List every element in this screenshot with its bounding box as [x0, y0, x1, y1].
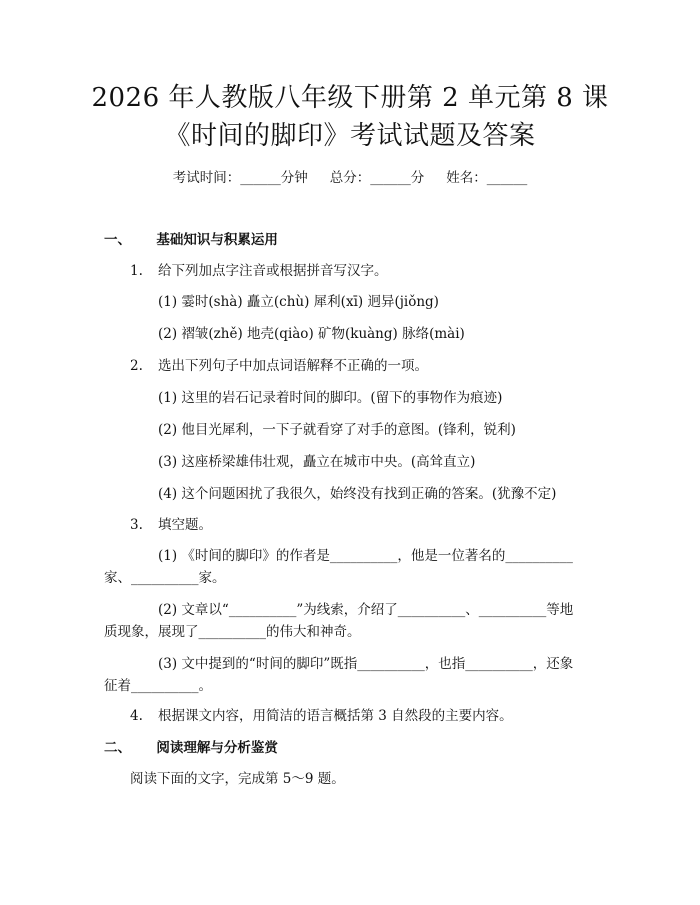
question-text: 根据课文内容，用简洁的语言概括第 3 自然段的主要内容。 [158, 708, 513, 724]
section1-heading [104, 230, 278, 250]
question-number: 1. [130, 263, 143, 279]
section2-intro: 阅读下面的文字，完成第 5～9 题。 [130, 771, 345, 787]
question-1 [130, 261, 388, 281]
section1-title: 基础知识与积累运用 [156, 232, 278, 248]
question-2-item-2: (2) 他目光犀利，一下子就看穿了对手的意图。(锋利，锐利) [158, 422, 516, 438]
question-number: 2. [130, 358, 143, 374]
section1-number: 一、 [104, 232, 131, 248]
exam-time-field: 考试时间：______分钟 [172, 170, 308, 186]
student-name-field: 姓名：______ [446, 170, 528, 186]
question-3-item-1-line1: (1) 《时间的脚印》的作者是__________，他是一位著名的__________ [158, 548, 573, 564]
page-title-line1: 2026 年人教版八年级下册第 2 单元第 8 课 [91, 83, 609, 113]
page-title-line2: 《时间的脚印》考试试题及答案 [164, 121, 536, 151]
question-2-item-4: (4) 这个问题困扰了我很久，始终没有找到正确的答案。(犹豫不定) [158, 486, 557, 502]
question-text: 填空题。 [158, 517, 212, 533]
total-score-field: 总分：______分 [329, 170, 425, 186]
section2-number: 二、 [104, 740, 131, 756]
question-4 [130, 706, 513, 726]
question-3 [130, 515, 212, 535]
section2-title: 阅读理解与分析鉴赏 [156, 740, 278, 756]
question-2-item-1: (1) 这里的岩石记录着时间的脚印。(留下的事物作为痕迹) [158, 390, 503, 406]
question-2 [130, 356, 428, 376]
question-text: 选出下列句子中加点词语解释不正确的一项。 [158, 358, 428, 374]
question-2-item-3: (3) 这座桥梁雄伟壮观，矗立在城市中央。(高耸直立) [158, 454, 476, 470]
question-3-item-3-line1: (3) 文中提到的“时间的脚印”既指__________，也指__________，还象 [158, 656, 574, 672]
question-1-item-2: (2) 褶皱(zhě) 地壳(qiào) 矿物(kuàng) 脉络(mài) [158, 326, 465, 342]
question-number: 4. [130, 708, 143, 724]
exam-info [0, 168, 700, 188]
question-1-item-1: (1) 霎时(shà) 矗立(chù) 犀利(xī) 迥异(jiǒng) [158, 294, 439, 310]
question-text: 给下列加点字注音或根据拼音写汉字。 [158, 263, 388, 279]
question-3-item-2-line2: 质现象，展现了__________的伟大和神奇。 [104, 624, 361, 640]
question-3-item-3-line2: 征着__________。 [104, 678, 212, 694]
question-3-item-1-line2: 家、__________家。 [104, 570, 226, 586]
section2-heading [104, 738, 278, 758]
question-3-item-2-line1: (2) 文章以“__________”为线索，介绍了__________、__________等地 [158, 602, 574, 618]
question-number: 3. [130, 517, 143, 533]
